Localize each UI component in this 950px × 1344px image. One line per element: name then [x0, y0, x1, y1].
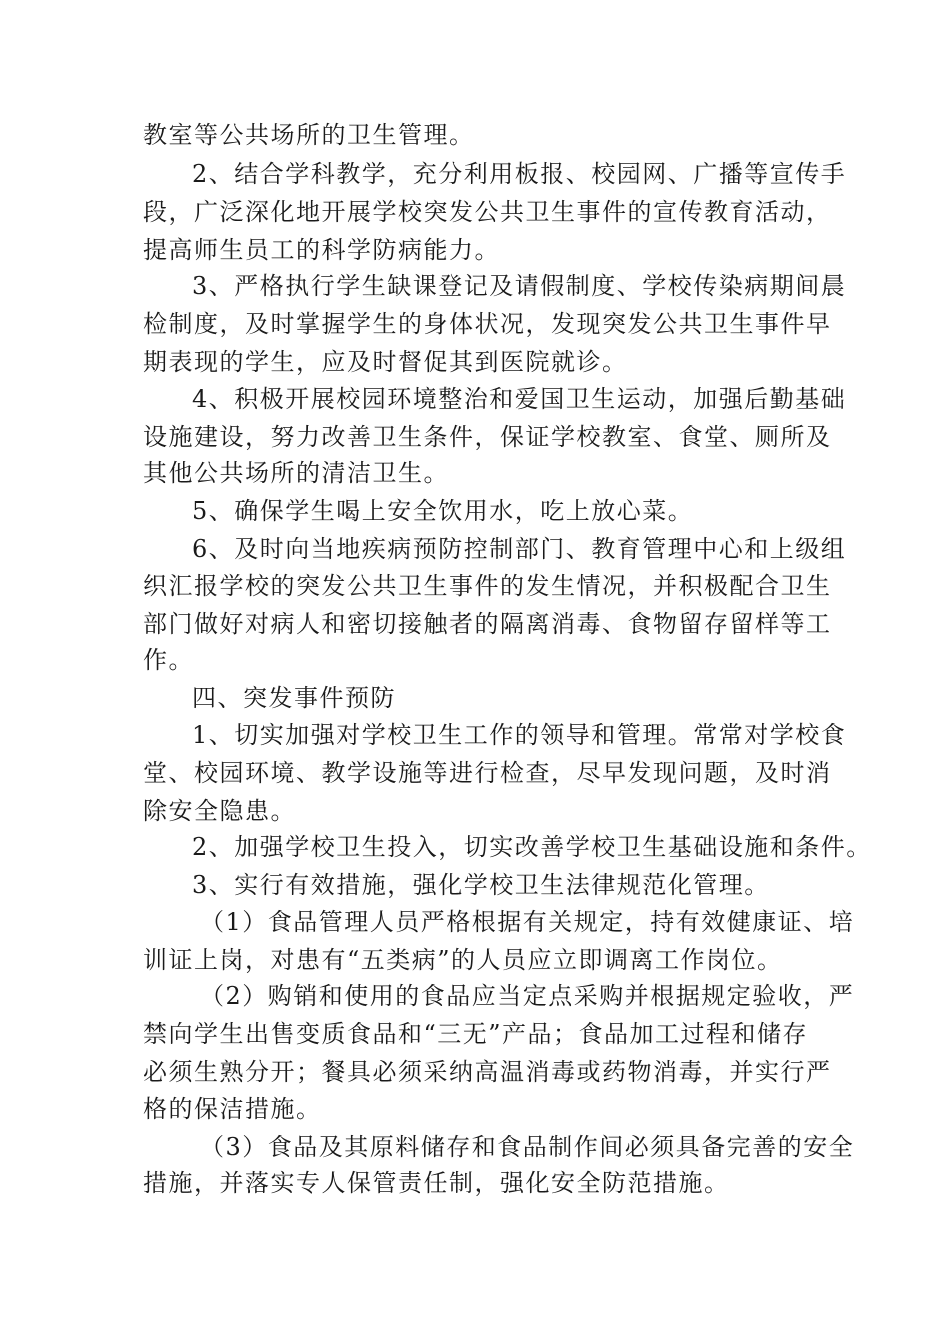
body-text-line: 部门做好对病人和密切接触者的隔离消毒、食物留存留样等工 — [143, 610, 832, 638]
paragraph-first-line: 4、积极开展校园环境整治和爱国卫生运动，加强后勤基础 — [192, 385, 847, 413]
body-text-line: 必须生熟分开；餐具必须采纳高温消毒或药物消毒，并实行严 — [143, 1058, 832, 1086]
paragraph-first-line: 2、加强学校卫生投入，切实改善学校卫生基础设施和条件。 — [192, 833, 872, 861]
body-text-line: 作。 — [143, 646, 194, 674]
body-text-line: 段，广泛深化地开展学校突发公共卫生事件的宣传教育活动， — [143, 198, 832, 226]
paragraph-first-line: 3、严格执行学生缺课登记及请假制度、学校传染病期间晨 — [192, 272, 847, 300]
paragraph-first-line: 3、实行有效措施，强化学校卫生法律规范化管理。 — [192, 871, 770, 899]
body-text-line: 设施建设，努力改善卫生条件，保证学校教室、食堂、厕所及 — [143, 423, 832, 451]
body-text-line: 提高师生员工的科学防病能力。 — [143, 236, 500, 264]
paragraph-first-line: 5、确保学生喝上安全饮用水，吃上放心菜。 — [192, 497, 694, 525]
body-text-line: 其他公共场所的清洁卫生。 — [143, 459, 449, 487]
body-text-line: 除安全隐患。 — [143, 797, 296, 825]
body-text-line: 措施，并落实专人保管责任制，强化安全防范措施。 — [143, 1169, 730, 1197]
body-text-line: 检制度，及时掌握学生的身体状况，发现突发公共卫生事件早 — [143, 310, 832, 338]
body-text-line: 期表现的学生，应及时督促其到医院就诊。 — [143, 348, 628, 376]
paragraph-first-line: （3）食品及其原料储存和食品制作间必须具备完善的安全 — [200, 1133, 855, 1161]
section-heading: 四、突发事件预防 — [192, 684, 396, 712]
body-text-line: 格的保洁措施。 — [143, 1095, 322, 1123]
body-text-line: 禁向学生出售变质食品和“三无”产品；食品加工过程和储存 — [143, 1020, 809, 1048]
paragraph-first-line: （2）购销和使用的食品应当定点采购并根据规定验收，严 — [200, 982, 855, 1010]
paragraph-first-line: 1、切实加强对学校卫生工作的领导和管理。常常对学校食 — [192, 721, 847, 749]
paragraph-first-line: 6、及时向当地疾病预防控制部门、教育管理中心和上级组 — [192, 535, 847, 563]
body-text-line: 训证上岗，对患有“五类病”的人员应立即调离工作岗位。 — [143, 946, 783, 974]
paragraph-first-line: （1）食品管理人员严格根据有关规定，持有效健康证、培 — [200, 908, 855, 936]
body-text-line: 教室等公共场所的卫生管理。 — [143, 121, 475, 149]
paragraph-first-line: 2、结合学科教学，充分利用板报、校园网、广播等宣传手 — [192, 160, 847, 188]
body-text-line: 堂、校园环境、教学设施等进行检查，尽早发现问题，及时消 — [143, 759, 832, 787]
body-text-line: 织汇报学校的突发公共卫生事件的发生情况，并积极配合卫生 — [143, 572, 832, 600]
